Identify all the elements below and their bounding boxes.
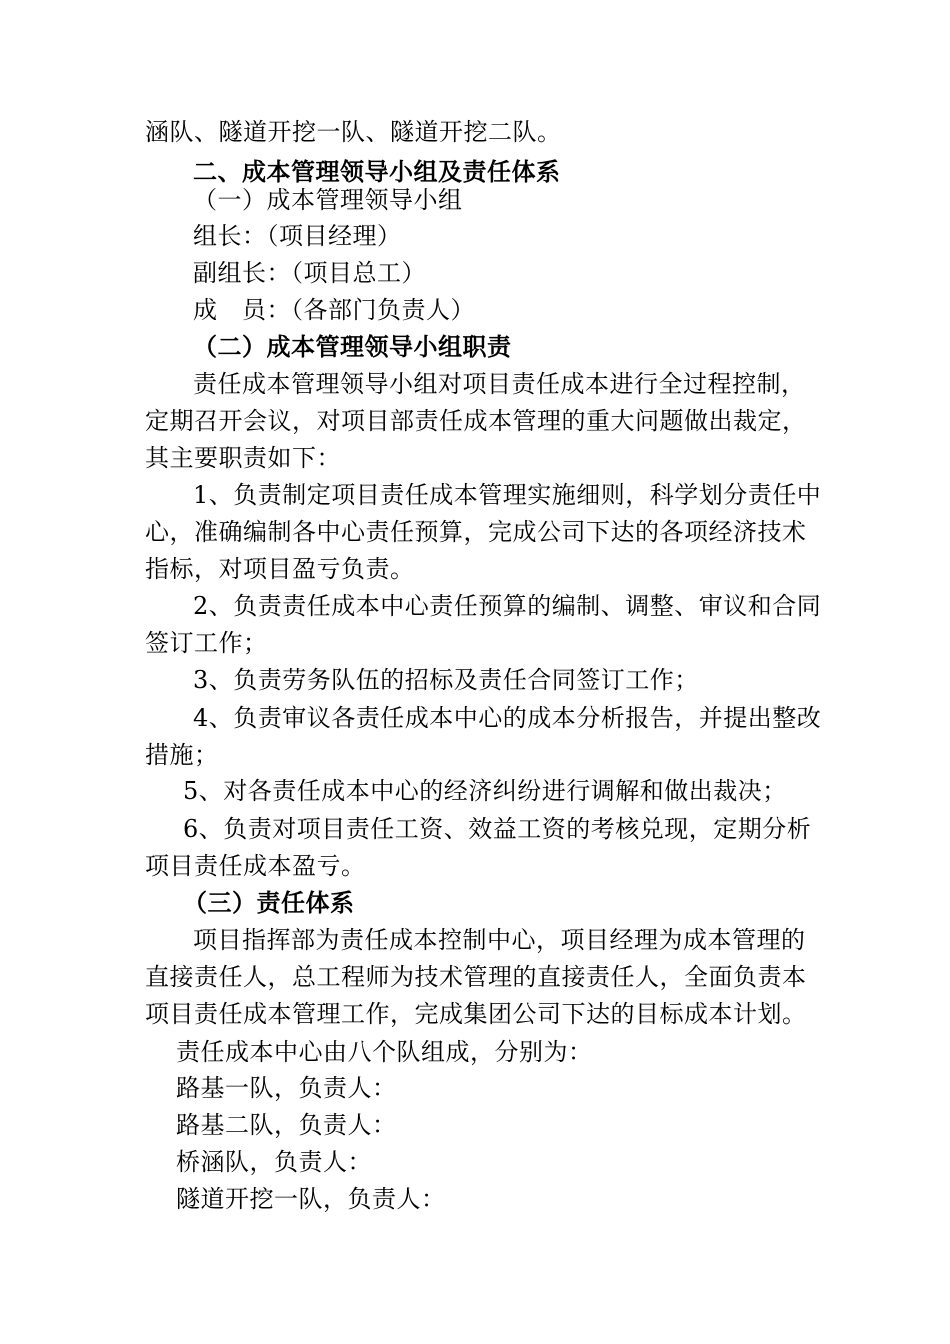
list-item-line: 项目责任成本盈亏。 <box>145 852 366 880</box>
text-line: 副组长：（项目总工） <box>193 259 426 287</box>
paragraph-line: 其主要职责如下： <box>145 444 341 472</box>
list-item-line: 2、负责责任成本中心责任预算的编制、调整、审议和合同 <box>193 592 822 620</box>
list-item-line: 3、负责劳务队伍的招标及责任合同签订工作； <box>193 666 699 694</box>
text-line: 涵队、隧道开挖一队、隧道开挖二队。 <box>145 118 562 146</box>
team-line: 路基二队，负责人： <box>176 1111 397 1139</box>
text-line: 成 员：（各部门负责人） <box>193 296 475 324</box>
team-line: 路基一队，负责人： <box>176 1074 397 1102</box>
paragraph-line: 直接责任人，总工程师为技术管理的直接责任人，全面负责本 <box>145 963 807 991</box>
paragraph-line: 定期召开会议，对项目部责任成本管理的重大问题做出裁定， <box>145 407 807 435</box>
subsection-heading: （二）成本管理领导小组职责 <box>193 332 512 361</box>
team-line: 隧道开挖一队，负责人： <box>176 1185 446 1213</box>
text-line: 组长：（项目经理） <box>193 222 402 250</box>
subsection-heading: （一）成本管理领导小组 <box>193 186 463 214</box>
list-item-line: 6、负责对项目责任工资、效益工资的考核兑现，定期分析 <box>183 815 812 843</box>
list-item-line: 4、负责审议各责任成本中心的成本分析报告，并提出整改 <box>193 704 822 732</box>
paragraph-line: 责任成本管理领导小组对项目责任成本进行全过程控制， <box>193 370 806 398</box>
list-item-line: 指标，对项目盈亏负责。 <box>145 555 415 583</box>
section-heading: 二、成本管理领导小组及责任体系 <box>193 157 561 186</box>
list-item-line: 1、负责制定项目责任成本管理实施细则，科学划分责任中 <box>193 481 822 509</box>
list-item-line: 心，准确编制各中心责任预算，完成公司下达的各项经济技术 <box>145 518 807 546</box>
paragraph-line: 项目责任成本管理工作，完成集团公司下达的目标成本计划。 <box>145 1000 807 1028</box>
list-item-line: 5、对各责任成本中心的经济纠纷进行调解和做出裁决； <box>183 777 787 805</box>
subsection-heading: （三）责任体系 <box>183 888 355 917</box>
paragraph-line: 项目指挥部为责任成本控制中心，项目经理为成本管理的 <box>193 926 806 954</box>
list-item-line: 签订工作； <box>145 629 268 657</box>
text-line: 责任成本中心由八个队组成，分别为： <box>176 1038 593 1066</box>
team-line: 桥涵队，负责人： <box>176 1148 372 1176</box>
list-item-line: 措施； <box>145 741 219 769</box>
